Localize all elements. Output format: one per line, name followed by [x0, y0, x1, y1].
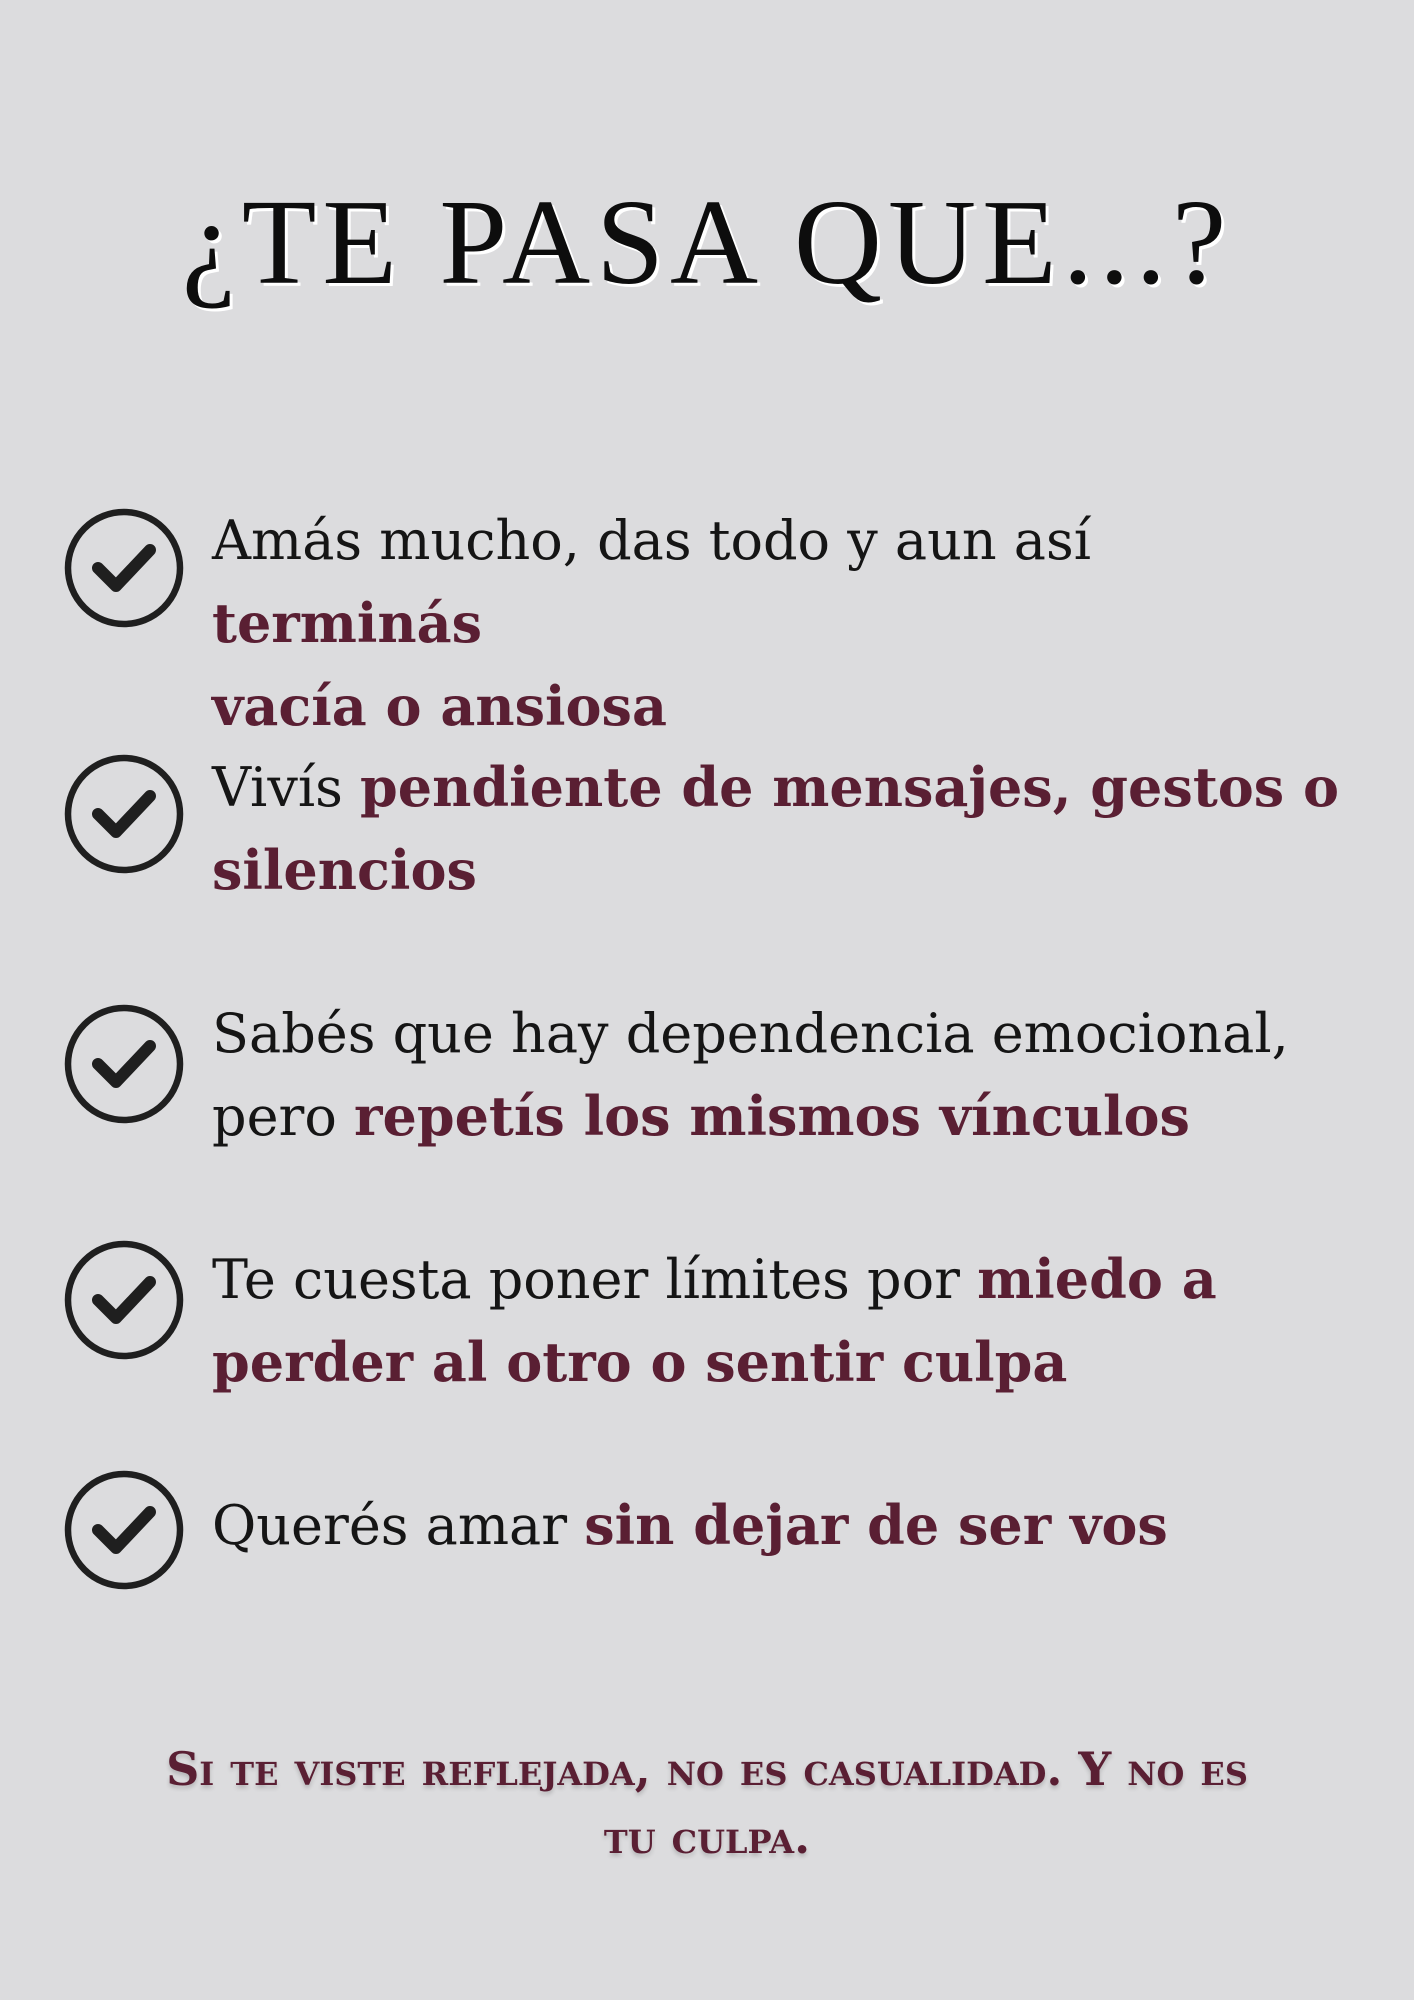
- item-text-highlight: repetís los mismos vínculos: [354, 1084, 1190, 1148]
- check-circle-icon: [62, 1468, 186, 1592]
- check-circle-icon: [62, 752, 186, 876]
- item-text-highlight: miedo a: [977, 1247, 1217, 1311]
- item-text-highlight: terminás: [212, 591, 483, 655]
- check-circle-icon: [62, 506, 186, 630]
- footer-message: [100, 1735, 1314, 1871]
- check-circle-icon: [62, 1002, 186, 1126]
- item-text-highlight: silencios: [212, 838, 477, 902]
- list-item-text: [212, 500, 1362, 748]
- page-title: ¿TE PASA QUE...?: [181, 175, 1233, 310]
- item-text-plain: Sabés que hay dependencia emocional,: [212, 1002, 1289, 1065]
- list-item-text: [212, 1484, 1362, 1567]
- footer-line-2: tu culpa.: [603, 1810, 811, 1864]
- list-item-text: [212, 746, 1362, 912]
- item-text-highlight: pendiente de mensajes, gestos o: [359, 755, 1339, 819]
- item-text-plain: Te cuesta poner límites por: [212, 1248, 978, 1311]
- item-text-highlight: vacía o ansiosa: [212, 674, 667, 738]
- footer-line-1: Si te viste reflejada, no es casualidad. Y no es: [166, 1742, 1248, 1796]
- item-text-highlight: sin dejar de ser vos: [584, 1493, 1168, 1557]
- item-text-highlight: perder al otro o sentir culpa: [212, 1330, 1068, 1394]
- item-text-plain: Amás mucho, das todo y aun así: [212, 509, 1091, 572]
- item-text-plain: Vivís: [212, 756, 360, 819]
- item-text-plain: pero: [212, 1085, 355, 1148]
- item-text-plain: Querés amar: [212, 1494, 585, 1557]
- list-item-text: [212, 1238, 1362, 1404]
- list-item-text: [212, 992, 1362, 1158]
- check-circle-icon: [62, 1238, 186, 1362]
